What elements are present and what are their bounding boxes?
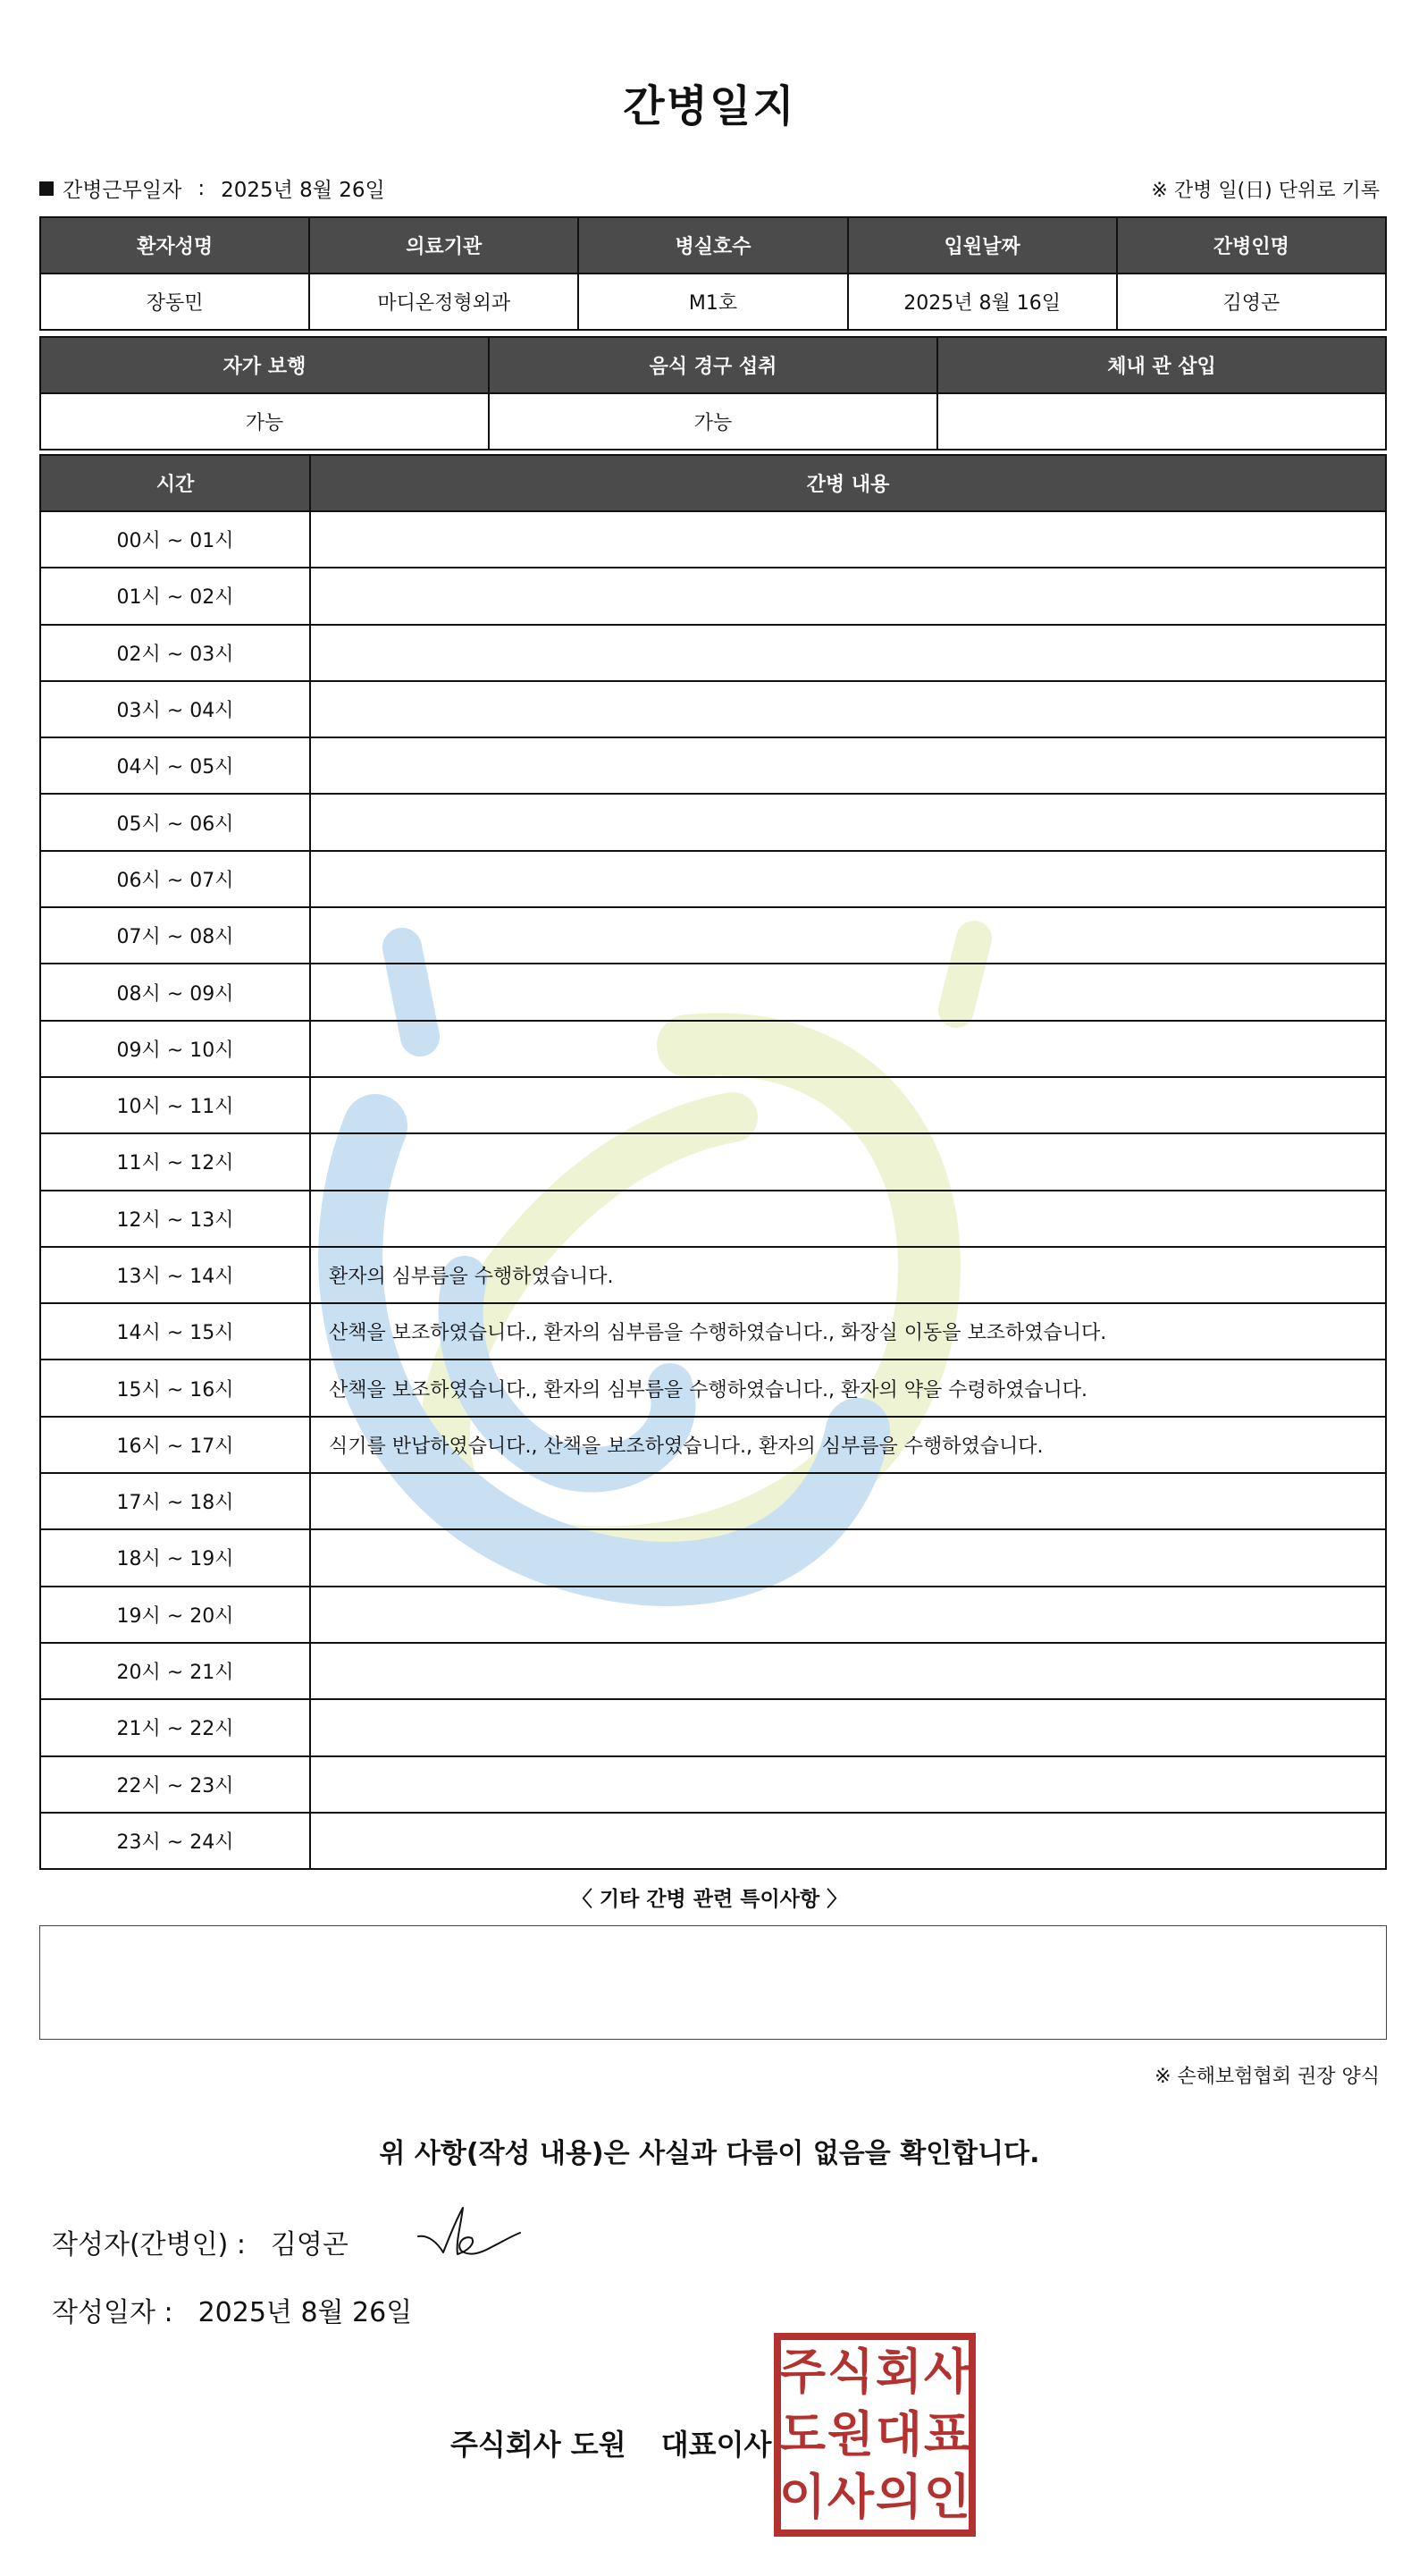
company-name: 주식회사 도원 [450,2428,626,2462]
seal-glyph: 사 [923,2344,971,2400]
care-log-content: 산책을 보조하였습니다., 환자의 심부름을 수행하였습니다., 환자의 약을 수령하였습니다. [310,1360,1386,1416]
care-log-table [39,454,1387,1870]
page-title: 간병일지 [623,81,796,131]
care-log-time: 14시 ~ 15시 [40,1303,310,1360]
care-log-time: 05시 ~ 06시 [40,794,310,850]
seal-glyph: 의 [875,2469,923,2525]
care-log-time: 09시 ~ 10시 [40,1021,310,1077]
notes-box [39,1925,1387,2040]
care-log-time: 18시 ~ 19시 [40,1529,310,1586]
writer-name: 김영곤 [270,2229,348,2260]
care-log-time: 06시 ~ 07시 [40,851,310,907]
work-date-value: 2025년 8월 26일 [221,179,385,202]
care-log-content [310,1529,1386,1586]
care-log-content [310,681,1386,737]
care-log-time: 03시 ~ 04시 [40,681,310,737]
writer-line [52,2222,348,2261]
value-patient-name: 장동민 [40,274,309,330]
care-log-content [310,1133,1386,1190]
header-care-content: 간병 내용 [310,455,1386,511]
care-log-time: 15시 ~ 16시 [40,1360,310,1416]
care-log-row [40,1021,1386,1077]
seal-glyph: 사 [827,2469,875,2525]
form-note: ※ 손해보험협회 권장 양식 [1155,2066,1380,2088]
care-log-time: 20시 ~ 21시 [40,1643,310,1699]
care-log-content [310,964,1386,1020]
care-log-time: 13시 ~ 14시 [40,1247,310,1303]
care-log-content: 환자의 심부름을 수행하였습니다. [310,1247,1386,1303]
care-log-content [310,1756,1386,1813]
status-header-row [40,337,1386,393]
header-self-walking: 자가 보행 [40,337,489,393]
company-signature-line [450,2422,771,2463]
seal-glyph: 이 [778,2469,827,2525]
care-log-row [40,1699,1386,1755]
care-log-row [40,1473,1386,1529]
written-date-label: 작성일자 : [52,2297,173,2328]
seal-glyph: 원 [827,2406,875,2462]
work-date-line [39,173,385,203]
seal-glyph: 회 [875,2344,923,2400]
header-admission-date: 입원날짜 [848,217,1117,274]
care-log-row [40,1360,1386,1416]
seal-glyph: 식 [827,2344,875,2400]
care-log-row [40,1247,1386,1303]
company-title: 대표이사 [660,2428,772,2462]
care-log-time: 10시 ~ 11시 [40,1077,310,1133]
care-log-content [310,1473,1386,1529]
care-log-content [310,568,1386,624]
care-log-row [40,625,1386,681]
care-log-row [40,964,1386,1020]
care-log-content [310,737,1386,794]
work-date-label: 간병근무일자 [63,179,182,202]
care-log-content [310,1587,1386,1643]
care-log-time: 17시 ~ 18시 [40,1473,310,1529]
care-log-row [40,851,1386,907]
care-log-row [40,737,1386,794]
care-log-row [40,568,1386,624]
care-log-row [40,1643,1386,1699]
confirm-statement: 위 사항(작성 내용)은 사실과 다름이 없음을 확인합니다. [379,2138,1040,2169]
care-log-content [310,511,1386,568]
care-log-content [310,625,1386,681]
patient-info-table [39,216,1387,331]
seal-glyph: 주 [778,2344,827,2400]
seal-glyph: 도 [778,2406,827,2462]
care-log-time: 11시 ~ 12시 [40,1133,310,1190]
written-date-value: 2025년 8월 26일 [197,2297,413,2328]
care-log-row [40,1417,1386,1473]
care-log-header-row [40,455,1386,511]
seal-glyph: 인 [923,2469,971,2525]
care-log-row [40,1303,1386,1360]
care-log-time: 01시 ~ 02시 [40,568,310,624]
header-room: 병실호수 [578,217,847,274]
care-log-time: 22시 ~ 23시 [40,1756,310,1813]
value-admission-date: 2025년 8월 16일 [848,274,1117,330]
company-seal-stamp [774,2333,976,2537]
care-log-content [310,794,1386,850]
care-log-row [40,1529,1386,1586]
care-log-content [310,851,1386,907]
header-patient-name: 환자성명 [40,217,309,274]
care-log-content: 식기를 반납하였습니다., 산책을 보조하였습니다., 환자의 심부름을 수행하였습니다. [310,1417,1386,1473]
care-log-row [40,907,1386,964]
care-log-row [40,1813,1386,1869]
care-log-content [310,1191,1386,1247]
status-value-row [40,393,1386,450]
care-log-content [310,1699,1386,1755]
care-log-time: 21시 ~ 22시 [40,1699,310,1755]
patient-info-value-row [40,274,1386,330]
care-log-time: 07시 ~ 08시 [40,907,310,964]
care-log-time: 08시 ~ 09시 [40,964,310,1020]
care-log-time: 16시 ~ 17시 [40,1417,310,1473]
work-date-colon: : [197,176,206,200]
value-oral-intake: 가능 [489,393,937,450]
header-oral-intake: 음식 경구 섭취 [489,337,937,393]
seal-glyph: 표 [923,2406,971,2462]
value-hospital: 마디온정형외과 [309,274,578,330]
care-log-row [40,1756,1386,1813]
care-log-row [40,1077,1386,1133]
notes-title: 〈 기타 간병 관련 특이사항 〉 [571,1888,848,1911]
care-log-content: 산책을 보조하였습니다., 환자의 심부름을 수행하였습니다., 화장실 이동을 보조하였습니다. [310,1303,1386,1360]
patient-info-header-row [40,217,1386,274]
value-self-walking: 가능 [40,393,489,450]
unit-note: ※ 간병 일(日) 단위로 기록 [1151,180,1380,202]
value-room: M1호 [578,274,847,330]
bullet-square-icon [39,181,54,196]
care-log-body [40,511,1386,1869]
care-log-content [310,907,1386,964]
care-log-time: 19시 ~ 20시 [40,1587,310,1643]
header-hospital: 의료기관 [309,217,578,274]
care-log-content [310,1077,1386,1133]
seal-glyph: 대 [875,2406,923,2462]
care-log-content [310,1021,1386,1077]
care-log-time: 00시 ~ 01시 [40,511,310,568]
care-log-row [40,511,1386,568]
care-log-content [310,1643,1386,1699]
care-log-time: 23시 ~ 24시 [40,1813,310,1869]
care-log-time: 04시 ~ 05시 [40,737,310,794]
header-caregiver-name: 간병인명 [1117,217,1386,274]
care-log-row [40,1133,1386,1190]
header-tube-insertion: 체내 관 삽입 [937,337,1386,393]
header-time: 시간 [40,455,310,511]
care-log-row [40,681,1386,737]
care-log-content [310,1813,1386,1869]
writer-label: 작성자(간병인) : [52,2229,246,2260]
written-date-line [52,2290,412,2329]
handwritten-signature [416,2204,524,2276]
value-caregiver-name: 김영곤 [1117,274,1386,330]
care-log-row [40,1191,1386,1247]
value-tube-insertion [937,393,1386,450]
patient-status-table [39,336,1387,450]
care-log-time: 12시 ~ 13시 [40,1191,310,1247]
care-log-row [40,794,1386,850]
care-log-time: 02시 ~ 03시 [40,625,310,681]
care-log-row [40,1587,1386,1643]
